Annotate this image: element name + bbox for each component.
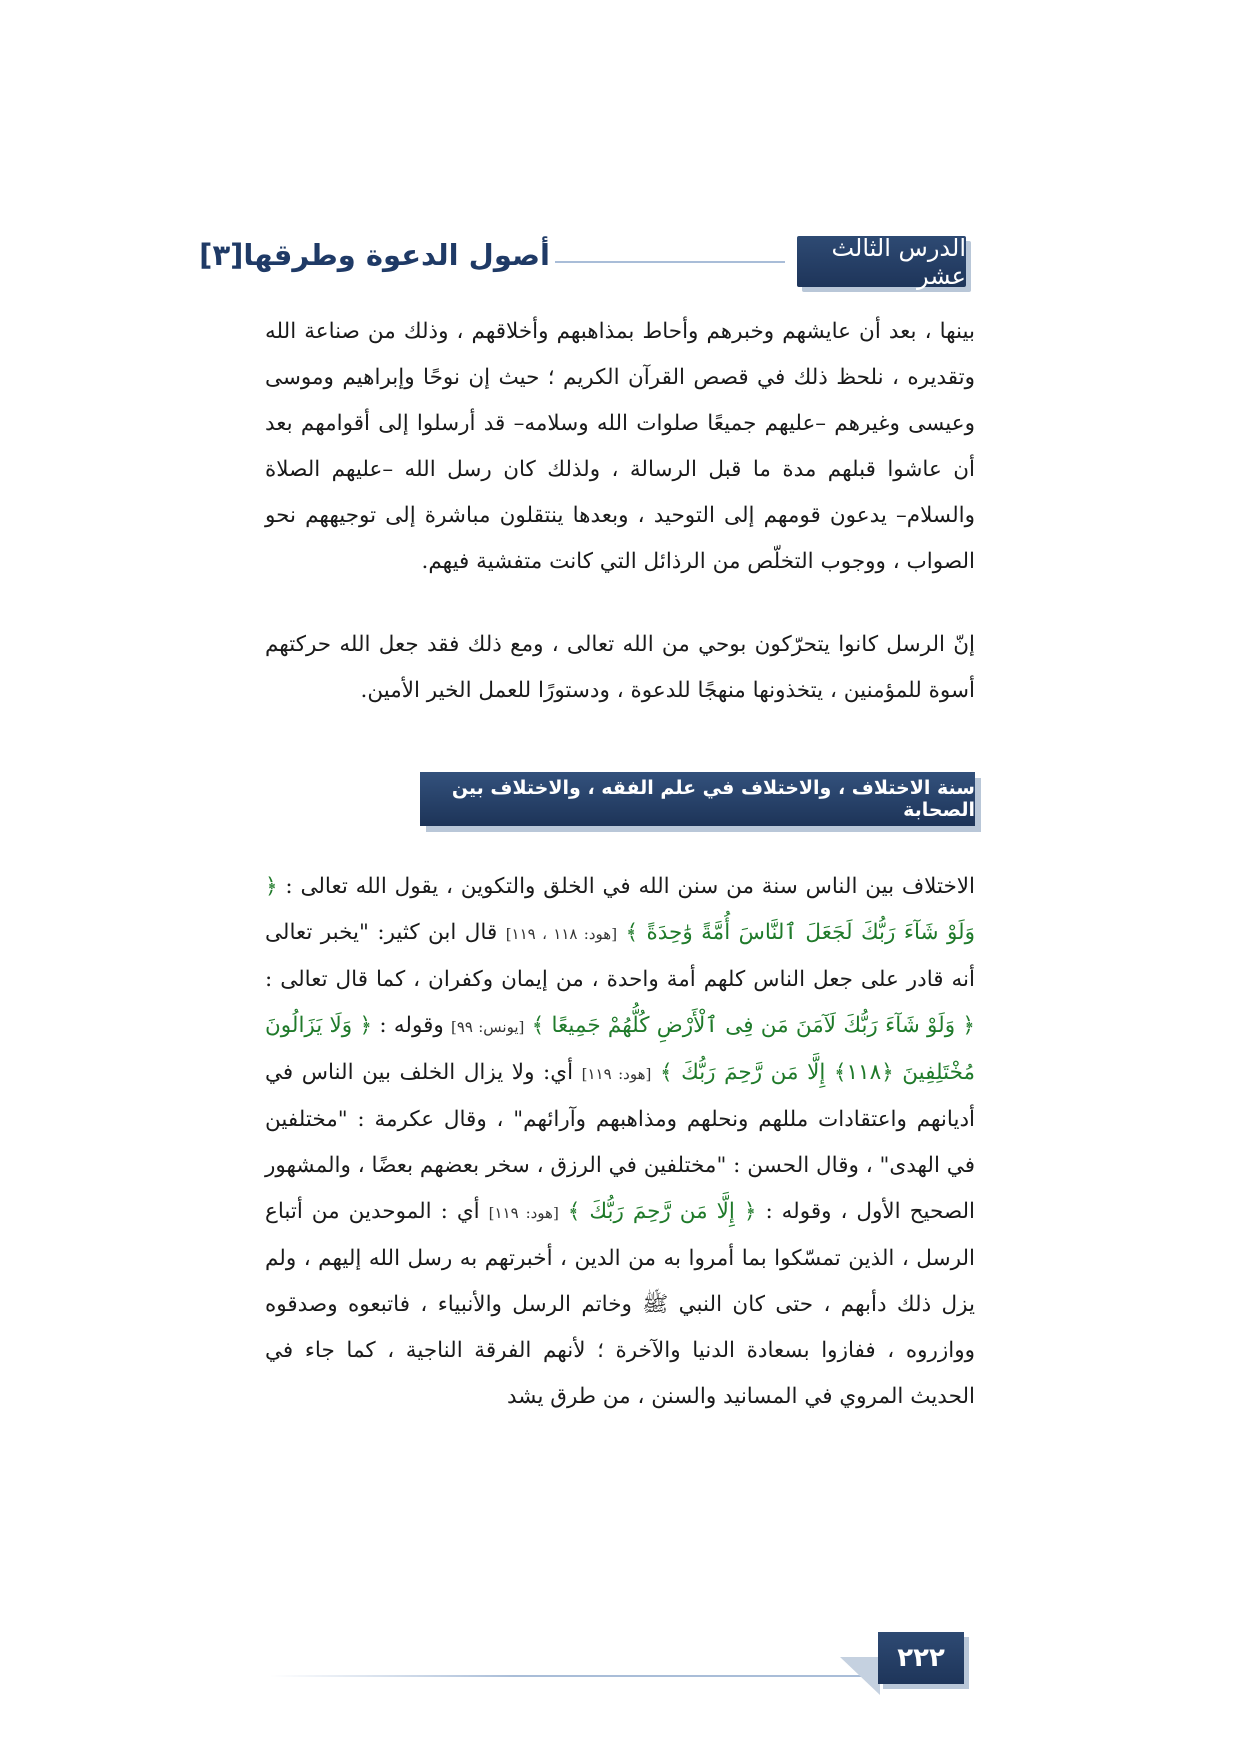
lesson-label: الدرس الثالث عشر bbox=[831, 233, 966, 290]
verse-ref-2: [يونس: ٩٩] bbox=[451, 1018, 525, 1036]
p3-text-2: وقوله : bbox=[379, 1013, 444, 1038]
page-number: ٢٢٢ bbox=[897, 1643, 945, 1673]
lesson-label-badge bbox=[797, 233, 966, 290]
p3-intro: الاختلاف بين الناس سنة من سنن الله في الخلق والتكوين ، يقول الله تعالى : bbox=[285, 874, 975, 899]
quran-verse-3: ﴿ وَلَا يَزَالُونَ مُخْتَلِفِينَ ﴿١١٨﴾ إِلَّا مَن رَّحِمَ رَبُّكَ ﴾ bbox=[265, 1013, 976, 1085]
section-heading-bar bbox=[420, 772, 975, 826]
p3-text-4: أي : الموحدين من أتباع الرسل ، الذين تمسّكوا بما أمروا به من الدين ، أخبرتهم به رسل الله إليهم ، ولم يزل ذلك دأبهم ، حتى كان النبي ﷺ وخاتم الرسل والأنبياء ، فاتبعوه وصدقوه ووازروه ، ففازوا بسعادة الدنيا والآخرة ؛ لأنهم الفرقة الناجية ، كما جاء في الحديث المروي في المسانيد والسنن ، من طرق يشد bbox=[265, 1199, 975, 1409]
paragraph-3 bbox=[265, 864, 975, 1420]
paragraph-1: بينها ، بعد أن عايشهم وخبرهم وأحاط بمذاهبهم وأخلاقهم ، وذلك من صناعة الله وتقديره ، نلحظ ذلك في قصص القرآن الكريم ؛ حيث إن نوحًا وإبراهيم وموسى وعيسى وغيرهم –عليهم جميعًا صلوات الله وسلامه– قد أرسلوا إلى أقوامهم بعد أن عاشوا قبلهم مدة ما قبل الرسالة ، ولذلك كان رسل الله –عليهم الصلاة والسلام– يدعون قومهم إلى التوحيد ، وبعدها ينتقلون مباشرة إلى توجيههم نحو الصواب ، ووجوب التخلّص من الرذائل التي كانت متفشية فيهم. bbox=[265, 319, 975, 574]
header-divider bbox=[555, 261, 785, 263]
p3-text-3: أي: ولا يزال الخلف بين الناس في أديانهم واعتقادات مللهم ونحلهم ومذاهبهم وآرائهم" ، وقال عكرمة : "مختلفين في الهدى" ، وقال الحسن : "مختلفين في الرزق ، سخر بعضهم بعضًا ، والمشهور الصحيح الأول ، وقوله : bbox=[265, 1060, 976, 1224]
verse-ref-3: [هود: ١١٩] bbox=[581, 1065, 652, 1083]
footer-decoration bbox=[840, 1657, 880, 1695]
paragraph-2: إنّ الرسل كانوا يتحرّكون بوحي من الله تعالى ، ومع ذلك فقد جعل الله حركتهم أسوة للمؤمنين ، يتخذونها منهجًا للدعوة ، ودستورًا للعمل الخير الأمين. bbox=[265, 632, 975, 703]
verse-ref-1: [هود: ١١٨ ، ١١٩] bbox=[505, 925, 618, 943]
quran-verse-2: ﴿ وَلَوْ شَآءَ رَبُّكَ لَآمَنَ مَن فِى ٱلْأَرْضِ كُلُّهُمْ جَمِيعًا ﴾ bbox=[531, 1013, 975, 1038]
footer-divider bbox=[270, 1675, 880, 1677]
quran-verse-4: ﴿ إِلَّا مَن رَّحِمَ رَبُّكَ ﴾ bbox=[567, 1199, 757, 1224]
section-heading: سنة الاختلاف ، والاختلاف في علم الفقه ، والاختلاف بين الصحابة bbox=[451, 777, 975, 821]
quran-verse-1: ﴿ وَلَوْ شَآءَ رَبُّكَ لَجَعَلَ ٱلنَّاسَ أُمَّةً وَٰحِدَةً ﴾ bbox=[265, 874, 975, 945]
p3-text-1: قال ابن كثير: "يخبر تعالى أنه قادر على جعل الناس كلهم أمة واحدة ، من إيمان وكفران ، كما قال تعالى : bbox=[265, 920, 975, 992]
verse-ref-4: [هود: ١١٩] bbox=[488, 1204, 559, 1222]
page-number-badge bbox=[878, 1632, 964, 1684]
book-title: أصول الدعوة وطرقها[٣] bbox=[199, 238, 550, 272]
